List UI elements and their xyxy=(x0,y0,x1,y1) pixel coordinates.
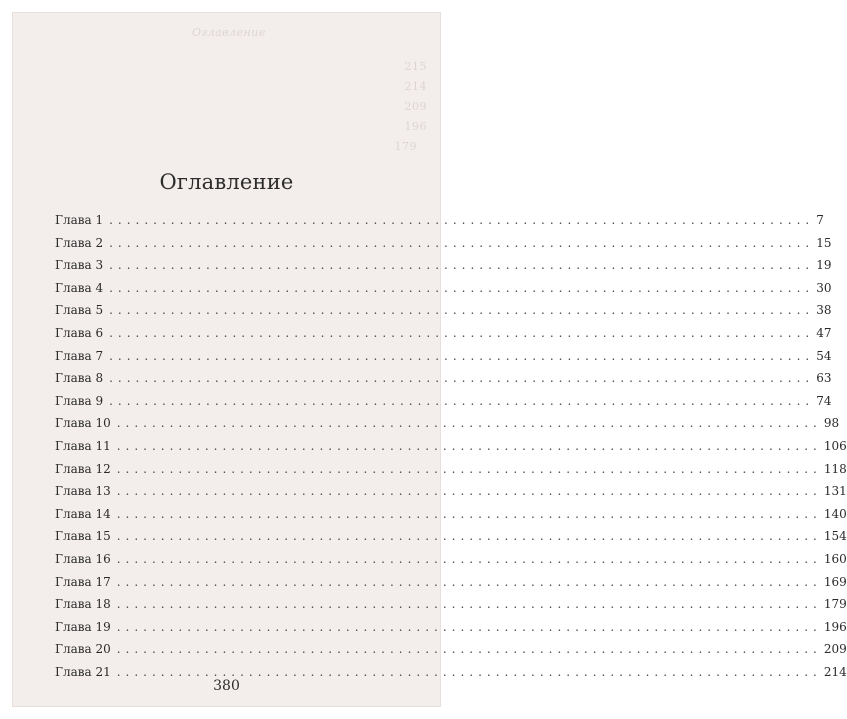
toc-entry-page: 169 xyxy=(823,574,847,589)
toc-entry-page: 15 xyxy=(816,235,832,250)
bleed-through-number: 209 xyxy=(404,100,427,113)
dot-leader: ................................................................................ xyxy=(109,325,815,340)
toc-entry-label: Глава 6 xyxy=(55,325,104,340)
toc-entry xyxy=(55,525,847,548)
dot-leader: ................................................................................ xyxy=(116,574,822,589)
toc-entry xyxy=(55,593,847,616)
toc-entry xyxy=(55,548,847,571)
toc-entry-label: Глава 2 xyxy=(55,235,104,250)
toc-entry-page: 154 xyxy=(823,529,847,544)
toc-entry-page: 74 xyxy=(816,393,832,408)
dot-leader: ................................................................................ xyxy=(116,529,822,544)
dot-leader: ................................................................................ xyxy=(109,213,815,227)
toc-entry-label: Глава 19 xyxy=(55,619,111,634)
toc-entry-label: Глава 17 xyxy=(55,574,111,589)
toc-entry xyxy=(55,412,840,435)
toc-entry xyxy=(55,345,832,368)
toc-entry-label: Глава 20 xyxy=(55,642,111,657)
toc-entry-page: 7 xyxy=(816,213,824,227)
dot-leader: ................................................................................ xyxy=(116,506,822,521)
toc-entry xyxy=(55,277,832,300)
toc-entry xyxy=(55,322,832,345)
dot-leader: ................................................................................ xyxy=(116,438,822,453)
dot-leader: ................................................................................ xyxy=(116,642,822,657)
dot-leader: ................................................................................ xyxy=(116,416,822,431)
dot-leader: ................................................................................ xyxy=(116,461,822,476)
toc-entry-label: Глава 3 xyxy=(55,258,104,273)
toc-entry-label: Глава 18 xyxy=(55,597,111,612)
toc-entry xyxy=(55,571,847,594)
dot-leader: ................................................................................ xyxy=(109,235,815,250)
dot-leader: ................................................................................ xyxy=(109,303,815,318)
toc-entry-page: 209 xyxy=(823,642,847,657)
bleed-through-number: 196 xyxy=(404,120,427,133)
toc-entry-page: 47 xyxy=(816,325,832,340)
toc-entry-label: Глава 5 xyxy=(55,303,104,318)
toc-entry-label: Глава 14 xyxy=(55,506,111,521)
toc-entry xyxy=(55,458,847,481)
dot-leader: ................................................................................ xyxy=(109,371,815,386)
toc-entry xyxy=(55,503,847,526)
toc-entry-label: Глава 4 xyxy=(55,280,104,295)
toc-entry-page: 98 xyxy=(823,416,840,431)
toc-entry xyxy=(55,254,832,277)
dot-leader: ................................................................................ xyxy=(116,484,822,499)
table-of-contents xyxy=(55,209,847,683)
bleed-through-number: 215 xyxy=(404,60,427,73)
toc-entry xyxy=(55,638,847,661)
bleed-through-number: 179 xyxy=(394,140,417,153)
page-number: 380 xyxy=(213,678,240,694)
toc-entry-page: 140 xyxy=(823,506,847,521)
toc-entry-label: Глава 12 xyxy=(55,461,111,476)
toc-entry-label: Глава 21 xyxy=(55,664,111,679)
dot-leader: ................................................................................ xyxy=(116,551,822,566)
toc-entry xyxy=(55,435,847,458)
dot-leader: ................................................................................ xyxy=(116,597,822,612)
toc-entry-label: Глава 16 xyxy=(55,551,111,566)
toc-entry-page: 63 xyxy=(816,371,832,386)
page-title: Оглавление xyxy=(159,170,294,194)
dot-leader: ................................................................................ xyxy=(116,619,822,634)
book-page xyxy=(12,12,847,707)
toc-entry xyxy=(55,367,832,390)
bleed-through-number: 214 xyxy=(404,80,427,93)
toc-entry-page: 19 xyxy=(816,258,832,273)
toc-entry xyxy=(55,299,832,322)
toc-entry-page: 179 xyxy=(823,597,847,612)
dot-leader: ................................................................................ xyxy=(109,280,815,295)
toc-entry-label: Глава 1 xyxy=(55,213,104,227)
toc-entry xyxy=(55,480,847,503)
toc-entry xyxy=(55,232,832,255)
toc-entry-label: Глава 15 xyxy=(55,529,111,544)
dot-leader: ................................................................................ xyxy=(116,664,822,679)
toc-entry-label: Глава 11 xyxy=(55,438,111,453)
toc-entry-label: Глава 13 xyxy=(55,484,111,499)
toc-entry xyxy=(55,209,824,232)
toc-entry-label: Глава 10 xyxy=(55,416,111,431)
toc-entry-page: 38 xyxy=(816,303,832,318)
dot-leader: ................................................................................ xyxy=(109,258,815,273)
toc-entry-page: 118 xyxy=(823,461,847,476)
dot-leader: ................................................................................ xyxy=(109,393,815,408)
toc-entry-label: Глава 9 xyxy=(55,393,104,408)
toc-entry-page: 131 xyxy=(823,484,847,499)
toc-entry xyxy=(55,390,832,413)
toc-entry-label: Глава 8 xyxy=(55,371,104,386)
toc-entry-page: 196 xyxy=(823,619,847,634)
toc-entry-page: 160 xyxy=(823,551,847,566)
toc-entry-page: 54 xyxy=(816,348,832,363)
toc-entry-label: Глава 7 xyxy=(55,348,104,363)
toc-entry-page: 106 xyxy=(823,438,847,453)
bleed-through-heading: Оглавление xyxy=(192,26,266,39)
toc-entry-page: 214 xyxy=(823,664,847,679)
toc-entry-page: 30 xyxy=(816,280,832,295)
toc-entry xyxy=(55,616,847,639)
dot-leader: ................................................................................ xyxy=(109,348,815,363)
